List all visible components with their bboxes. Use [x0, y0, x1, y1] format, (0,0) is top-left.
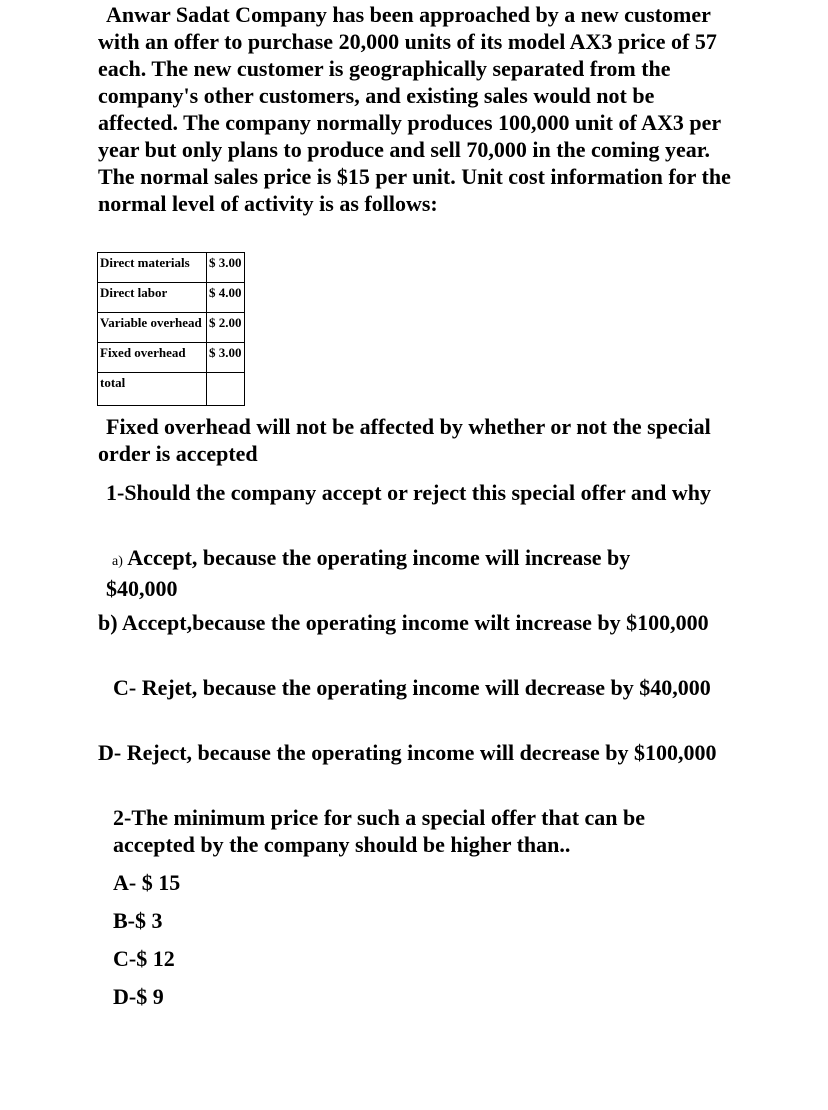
option-a-marker: a) — [112, 554, 123, 569]
question-1-option-d: D- Reject, because the operating income will decrease by $100,000 — [98, 740, 717, 765]
option-a-text: Accept, because the operating income will increase by $40,000 — [106, 545, 631, 601]
question-2-option-c: C-$ 12 — [113, 946, 175, 971]
cost-value: $ 4.00 — [207, 283, 245, 313]
table-row — [98, 253, 245, 283]
table-row — [98, 313, 245, 343]
question-1-option-a — [106, 544, 706, 602]
cost-label: Direct labor — [98, 283, 207, 313]
question-2: 2-The minimum price for such a special offer that can be accepted by the company should be higher than.. — [113, 805, 646, 857]
cost-label: Direct materials — [98, 253, 207, 283]
cost-value: $ 2.00 — [207, 313, 245, 343]
fixed-overhead-note: Fixed overhead will not be affected by whether or not the special order is accepted — [98, 414, 711, 466]
cost-label: Variable overhead — [98, 313, 207, 343]
question-1-option-c: C- Rejet, because the operating income will decrease by $40,000 — [113, 675, 711, 700]
question-1-option-b: b) Accept,because the operating income wilt increase by $100,000 — [98, 610, 709, 635]
question-2-option-a: A- $ 15 — [113, 870, 181, 895]
table-row — [98, 283, 245, 313]
cost-label: Fixed overhead — [98, 343, 207, 373]
question-1: 1-Should the company accept or reject this special offer and why — [106, 480, 711, 505]
question-2-option-b: B-$ 3 — [113, 908, 163, 933]
cost-label: total — [98, 373, 207, 406]
cost-value — [207, 373, 245, 406]
cost-value: $ 3.00 — [207, 253, 245, 283]
table-row-total — [98, 373, 245, 406]
question-2-option-d: D-$ 9 — [113, 984, 164, 1009]
intro-paragraph: Anwar Sadat Company has been approached by a new customer with an offer to purchase 20,000 units of its model AX3 price of 57 each. The new customer is geographically separated from the company's other customers, and existing sales would not be affected. The company normally produces 100,000 unit of AX3 per year but only plans to produce and sell 70,000 in the coming year. The normal sales price is $15 per unit. Unit cost information for the normal level of activity is as follows: — [98, 2, 731, 216]
table-row — [98, 343, 245, 373]
unit-cost-table — [97, 252, 245, 406]
cost-value: $ 3.00 — [207, 343, 245, 373]
